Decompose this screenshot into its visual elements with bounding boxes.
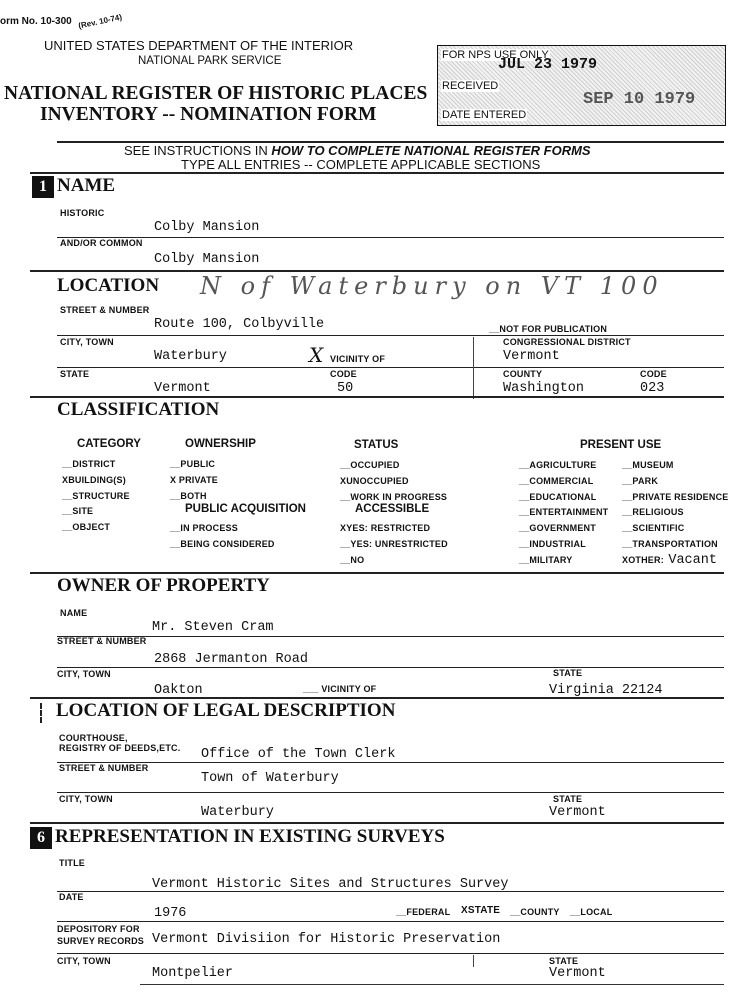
legal-state-label: STATE (553, 794, 583, 804)
present-use-option[interactable]: __PRIVATE RESIDENCE (622, 491, 729, 502)
county-value[interactable]: Washington (503, 381, 585, 396)
present-use-option[interactable]: __SCIENTIFIC (622, 523, 685, 534)
present-use-option[interactable]: __RELIGIOUS (622, 507, 684, 518)
survey-state-label: STATE (549, 956, 579, 966)
survey-local-option[interactable]: __LOCAL (570, 907, 613, 917)
public-acquisition-option[interactable]: __IN PROCESS (170, 523, 238, 533)
street-label: STREET & NUMBER (60, 305, 150, 315)
historic-label: HISTORIC (60, 208, 105, 218)
status-list (340, 458, 447, 505)
category-option[interactable]: __SITE (62, 506, 94, 517)
present-use-option[interactable]: __MUSEUM (622, 460, 674, 470)
present-use-heading: PRESENT USE (580, 439, 662, 451)
city-label: CITY, TOWN (60, 337, 114, 347)
common-name-label: AND/OR COMMON (60, 238, 143, 248)
not-for-publication[interactable]: __NOT FOR PUBLICATION (489, 324, 608, 334)
depository-label-line2: SURVEY RECORDS (57, 936, 144, 946)
historic-name-value[interactable]: Colby Mansion (154, 220, 260, 235)
owner-city-label: CITY, TOWN (57, 669, 111, 679)
state-code-label: CODE (330, 369, 357, 379)
entered-stamp: SEP 10 1979 (583, 90, 696, 109)
public-acquisition-option[interactable]: __BEING CONSIDERED (170, 538, 275, 549)
legal-city-label: CITY, TOWN (59, 794, 113, 804)
status-option[interactable]: __WORK IN PROGRESS (340, 491, 448, 502)
present-use-option[interactable]: __PARK (622, 475, 659, 486)
congressional-district-value[interactable]: Vermont (503, 349, 560, 364)
classification-section-title: CLASSIFICATION (57, 399, 220, 420)
accessible-heading: ACCESSIBLE (355, 503, 430, 515)
owner-section-title: OWNER OF PROPERTY (57, 575, 270, 596)
public-acquisition-heading: PUBLIC ACQUISITION (185, 503, 306, 515)
category-list (62, 457, 130, 536)
nps-use-label: FOR NPS USE ONLY (442, 49, 549, 61)
ownership-option[interactable]: __BOTH (170, 490, 207, 501)
ownership-heading: OWNERSHIP (185, 438, 256, 450)
legal-description-section-title: LOCATION OF LEGAL DESCRIPTION (56, 700, 396, 721)
survey-date-value[interactable]: 1976 (154, 906, 187, 921)
state-label: STATE (60, 369, 90, 379)
survey-city-value[interactable]: Montpelier (152, 966, 234, 981)
present-use-other[interactable] (622, 550, 717, 568)
present-use-list-right (622, 458, 729, 553)
name-section-title: 1 NAME (32, 175, 115, 198)
surveys-section-title: 6 REPRESENTATION IN EXISTING SURVEYS (30, 826, 445, 849)
legal-street-label: STREET & NUMBER (59, 763, 149, 773)
present-use-option[interactable]: __EDUCATIONAL (519, 491, 597, 502)
other-value[interactable]: Vacant (668, 553, 717, 568)
owner-street-label: STREET & NUMBER (57, 636, 147, 646)
handwritten-note: N of Waterbury on VT 100 (200, 272, 664, 300)
public-acquisition-list (170, 521, 275, 553)
survey-date-label: DATE (59, 892, 84, 902)
present-use-option[interactable]: __ENTERTAINMENT (519, 507, 609, 518)
legal-state-value[interactable]: Vermont (549, 805, 606, 820)
category-option[interactable]: __OBJECT (62, 522, 111, 533)
status-heading: STATUS (354, 439, 399, 451)
category-option[interactable]: __STRUCTURE (62, 490, 130, 501)
legal-street-value[interactable]: Town of Waterbury (201, 771, 339, 786)
location-section-title: LOCATION (57, 275, 160, 296)
instructions-rule (30, 172, 724, 174)
other-label: XOTHER: (622, 555, 664, 565)
section-number-badge: 6 (30, 827, 52, 849)
service-name: NATIONAL PARK SERVICE (138, 55, 282, 67)
present-use-option[interactable]: __INDUSTRIAL (519, 538, 586, 549)
owner-city-value[interactable]: Oakton (154, 683, 203, 698)
owner-state-value[interactable]: Virginia 22124 (549, 683, 663, 698)
ownership-option[interactable]: X PRIVATE (170, 474, 218, 485)
form-title-line2: INVENTORY -- NOMINATION FORM (40, 104, 377, 125)
owner-name-label: NAME (60, 608, 88, 618)
survey-state-option[interactable]: XSTATE (461, 905, 501, 916)
form-revision: (Rev. 10-74) (78, 12, 124, 31)
date-entered-label: DATE ENTERED (442, 109, 527, 121)
street-value[interactable]: Route 100, Colbyville (154, 317, 325, 332)
received-label: RECEIVED (442, 80, 499, 92)
accessible-option[interactable]: __NO (340, 554, 365, 565)
ownership-list (170, 457, 218, 504)
status-option[interactable]: XUNOCCUPIED (340, 475, 409, 486)
accessible-option[interactable]: __YES: UNRESTRICTED (340, 538, 448, 549)
status-option[interactable]: __OCCUPIED (340, 460, 400, 470)
survey-title-label: TITLE (59, 858, 85, 868)
courthouse-value[interactable]: Office of the Town Clerk (201, 747, 396, 762)
vicinity-label: VICINITY OF (330, 354, 386, 364)
present-use-option[interactable]: __MILITARY (519, 554, 573, 565)
present-use-option[interactable]: __COMMERCIAL (519, 475, 594, 486)
category-heading: CATEGORY (77, 438, 141, 450)
depository-value[interactable]: Vermont Divisiion for Historic Preservation (152, 932, 501, 947)
survey-county-option[interactable]: __COUNTY (510, 907, 560, 917)
county-label: COUNTY (503, 369, 543, 379)
survey-title-value[interactable]: Vermont Historic Sites and Structures Survey (152, 877, 509, 892)
category-option[interactable]: __DISTRICT (62, 459, 116, 469)
courthouse-label: COURTHOUSE, (59, 733, 128, 743)
instructions-line2: TYPE ALL ENTRIES -- COMPLETE APPLICABLE SECTIONS (181, 157, 541, 172)
state-value[interactable]: Vermont (154, 381, 211, 396)
registry-label: REGISTRY OF DEEDS,ETC. (59, 743, 181, 753)
vicinity-check-mark[interactable]: X (309, 343, 324, 367)
accessible-list (340, 521, 448, 568)
present-use-list-left (519, 458, 608, 569)
congressional-district-label: CONGRESSIONAL DISTRICT (503, 337, 631, 347)
present-use-option[interactable]: __AGRICULTURE (519, 460, 597, 470)
present-use-option[interactable]: __GOVERNMENT (519, 523, 596, 534)
state-code-value[interactable]: 50 (337, 381, 354, 396)
category-option[interactable]: XBUILDING(S) (62, 474, 126, 485)
survey-city-label: CITY, TOWN (57, 956, 111, 966)
owner-name-value[interactable]: Mr. Steven Cram (152, 620, 274, 635)
legal-city-value[interactable]: Waterbury (201, 805, 274, 820)
county-code-label: CODE (640, 369, 667, 379)
common-name-value[interactable]: Colby Mansion (154, 252, 260, 267)
received-stamp: JUL 23 1979 (498, 56, 598, 73)
section-number-badge: 1 (32, 176, 54, 198)
owner-vicinity-label[interactable]: ___ VICINITY OF (303, 684, 377, 694)
county-code-value[interactable]: 023 (640, 381, 665, 396)
survey-state-value[interactable]: Vermont (549, 966, 606, 981)
ownership-option[interactable]: __PUBLIC (170, 459, 216, 469)
instructions-line1: SEE INSTRUCTIONS IN HOW TO COMPLETE NATIONAL REGISTER FORMS (124, 143, 591, 158)
department-name: UNITED STATES DEPARTMENT OF THE INTERIOR (44, 38, 354, 53)
owner-state-label: STATE (553, 668, 583, 678)
form-number: orm No. 10-300 (Rev. 10-74) (0, 12, 124, 31)
form-title-line1: NATIONAL REGISTER OF HISTORIC PLACES (4, 83, 428, 104)
city-value[interactable]: Waterbury (154, 349, 227, 364)
depository-label-line1: DEPOSITORY FOR (57, 924, 140, 934)
accessible-option[interactable]: XYES: RESTRICTED (340, 523, 431, 533)
survey-federal-option[interactable]: __FEDERAL (396, 907, 451, 917)
nps-use-box (437, 45, 726, 126)
present-use-option[interactable]: __TRANSPORTATION (622, 538, 718, 549)
owner-street-value[interactable]: 2868 Jermanton Road (154, 652, 308, 667)
